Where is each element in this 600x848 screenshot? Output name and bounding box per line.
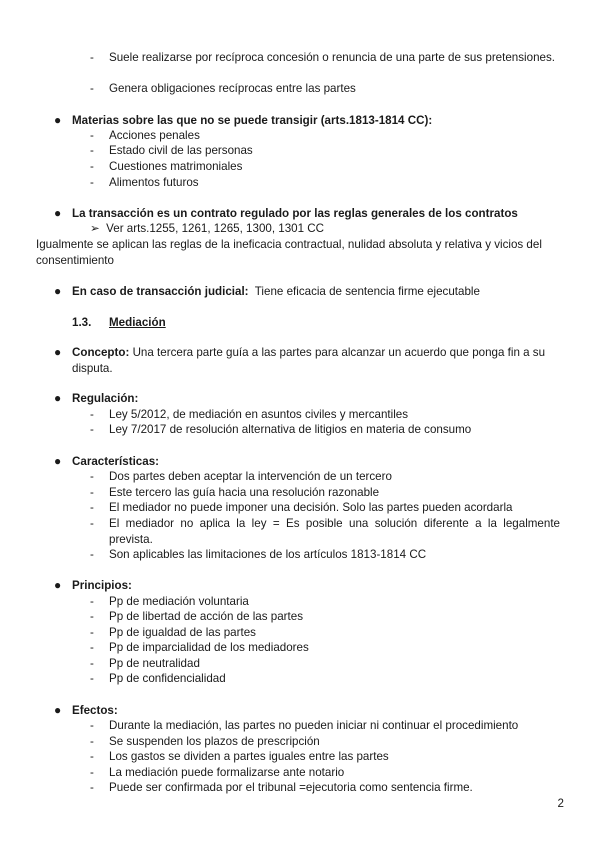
dash-marker: - (90, 82, 94, 95)
list-item: - El mediador no aplica la ley = Es posible una solución diferente a la legalmente prevista. (90, 517, 560, 546)
list-item: - Suele realizarse por recíproca concesión o renuncia de una parte de sus pretensiones. (90, 51, 555, 64)
bullet-icon: ● (54, 454, 62, 468)
bullet-caracteristicas: ● Características: (54, 454, 160, 468)
list-item: - Durante la mediación, las partes no pueden iniciar ni continuar el procedimiento (90, 719, 519, 732)
list-item: - Puede ser confirmada por el tribunal =ejecutoria como sentencia firme. (90, 781, 473, 794)
bullet-icon: ● (54, 284, 62, 298)
list-item: - Genera obligaciones recíprocas entre las partes (90, 82, 356, 95)
list-item: - Pp de mediación voluntaria (90, 595, 249, 608)
bullet-icon: ● (54, 578, 62, 592)
list-item: - Estado civil de las personas (90, 144, 253, 157)
bullet-judicial: ● En caso de transacción judicial: Tiene eficacia de sentencia firme ejecutable (54, 284, 480, 298)
bullet-concepto: ● Concepto: Una tercera parte guía a las partes para alcanzar un acuerdo que ponga fin a su disputa. (54, 345, 546, 375)
list-item: - Pp de libertad de acción de las partes (90, 610, 303, 623)
bullet-regulacion: ● Regulación: (54, 391, 139, 405)
list-item: - Se suspenden los plazos de prescripción (90, 735, 320, 748)
arrow-item: ➢ Ver arts.1255, 1261, 1265, 1300, 1301 CC (90, 222, 325, 235)
list-item: - Pp de confidencialidad (90, 672, 226, 685)
list-item: - Este tercero las guía hacia una resolución razonable (90, 486, 380, 499)
list-item: - Pp de imparcialidad de los mediadores (90, 641, 309, 654)
bullet-icon: ● (54, 345, 62, 359)
list-item: - Cuestiones matrimoniales (90, 160, 243, 173)
list-item: - Son aplicables las limitaciones de los artículos 1813-1814 CC (90, 548, 427, 561)
bullet-transaccion: ● La transacción es un contrato regulado por las reglas generales de los contratos (54, 206, 518, 220)
list-item: - Acciones penales (90, 129, 200, 142)
arrow-icon: ➢ (90, 222, 100, 235)
bullet-icon: ● (54, 206, 62, 220)
bullet-efectos: ● Efectos: (54, 703, 118, 717)
dash-marker: - (90, 51, 94, 64)
section-heading: 1.3. Mediación (72, 316, 166, 329)
list-item: - El mediador no puede imponer una decisión. Solo las partes pueden acordarla (90, 501, 513, 514)
list-item: - Dos partes deben aceptar la intervención de un tercero (90, 470, 392, 483)
list-item: - Alimentos futuros (90, 176, 199, 189)
bullet-materias: ● Materias sobre las que no se puede transigir (arts.1813-1814 CC): (54, 113, 433, 127)
list-item: - Ley 7/2017 de resolución alternativa de litigios en materia de consumo (90, 423, 472, 436)
bullet-icon: ● (54, 703, 62, 717)
list-item: - Pp de neutralidad (90, 657, 200, 670)
bullet-icon: ● (54, 391, 62, 405)
list-item: - Pp de igualdad de las partes (90, 626, 256, 639)
list-item: - Los gastos se dividen a partes iguales entre las partes (90, 750, 389, 763)
page-number: 2 (557, 797, 564, 810)
list-item: - La mediación puede formalizarse ante notario (90, 766, 345, 779)
bullet-principios: ● Principios: (54, 578, 132, 592)
bullet-icon: ● (54, 113, 62, 127)
paragraph: Igualmente se aplican las reglas de la ineficacia contractual, nulidad absoluta y relativa y vicios del consentimiento (36, 238, 542, 267)
list-item: - Ley 5/2012, de mediación en asuntos civiles y mercantiles (90, 408, 409, 421)
